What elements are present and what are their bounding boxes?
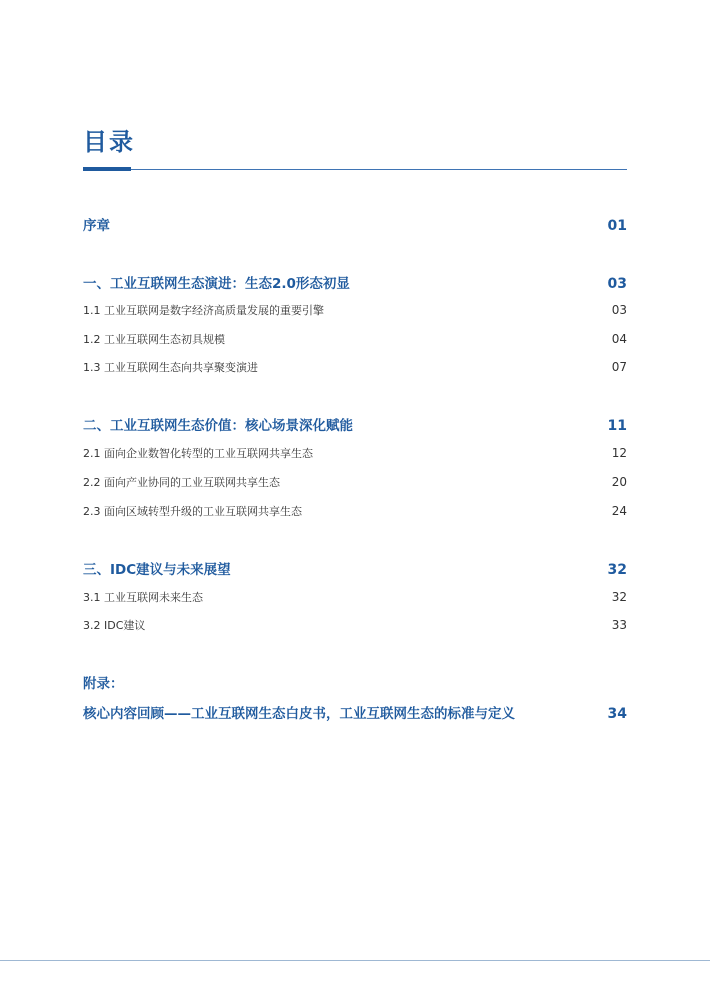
toc-entry-label: 2.2 面向产业协同的工业互联网共享生态 [83, 476, 280, 489]
toc-entry-page: 03 [611, 303, 627, 317]
toc-section-1-2[interactable] [83, 331, 627, 347]
toc-section-1-3[interactable] [83, 359, 627, 375]
toc-entry-page: 11 [607, 418, 627, 434]
toc-entry-label: 2.1 面向企业数智化转型的工业互联网共享生态 [83, 447, 313, 460]
toc-section-3-2[interactable] [83, 617, 627, 633]
toc-entry-label: 三、IDC建议与未来展望 [83, 562, 231, 578]
toc-section-2-1[interactable] [83, 445, 627, 461]
toc-entry-label: 一、工业互联网生态演进：生态2.0形态初显 [83, 276, 350, 292]
title-rule [83, 169, 627, 170]
toc-title: 目录 [83, 128, 135, 156]
toc-entry-page: 34 [607, 706, 627, 722]
toc-entry-page: 24 [611, 504, 627, 518]
toc-entry-page: 33 [611, 618, 627, 632]
toc-entry-page: 32 [607, 562, 627, 578]
toc-chapter-3[interactable] [83, 558, 627, 578]
toc-entry-label: 序章 [83, 218, 110, 234]
toc-entry-label: 二、工业互联网生态价值：核心场景深化赋能 [83, 418, 353, 434]
toc-appendix-heading [83, 672, 627, 692]
toc-entry-label: 附录： [83, 676, 124, 692]
toc-chapter-1[interactable] [83, 272, 627, 292]
toc-entry-label: 3.2 IDC建议 [83, 619, 146, 632]
toc-entry-page: 01 [607, 218, 627, 234]
toc-entry-page: 03 [607, 276, 627, 292]
toc-entry-label: 1.3 工业互联网生态向共享聚变演进 [83, 361, 258, 374]
title-rule-accent [83, 167, 131, 171]
toc-entry-label: 3.1 工业互联网未来生态 [83, 591, 203, 604]
toc-section-1-1[interactable] [83, 302, 627, 318]
toc-entry-page: 12 [611, 446, 627, 460]
toc-entry-label: 1.1 工业互联网是数字经济高质量发展的重要引擎 [83, 304, 324, 317]
toc-entry-page: 04 [611, 332, 627, 346]
toc-entry-label: 2.3 面向区域转型升级的工业互联网共享生态 [83, 505, 302, 518]
toc-entry-page: 32 [611, 590, 627, 604]
toc-entry-prologue[interactable] [83, 214, 627, 234]
toc-entry-page: 20 [611, 475, 627, 489]
toc-chapter-2[interactable] [83, 414, 627, 434]
toc-section-3-1[interactable] [83, 589, 627, 605]
toc-section-2-2[interactable] [83, 474, 627, 490]
toc-section-2-3[interactable] [83, 503, 627, 519]
toc-appendix-entry[interactable] [83, 702, 627, 722]
toc-entry-page: 07 [611, 360, 627, 374]
toc-entry-label: 1.2 工业互联网生态初具规模 [83, 333, 225, 346]
footer-rule [0, 960, 710, 961]
toc-entry-label: 核心内容回顾——工业互联网生态白皮书，工业互联网生态的标准与定义 [83, 706, 515, 722]
